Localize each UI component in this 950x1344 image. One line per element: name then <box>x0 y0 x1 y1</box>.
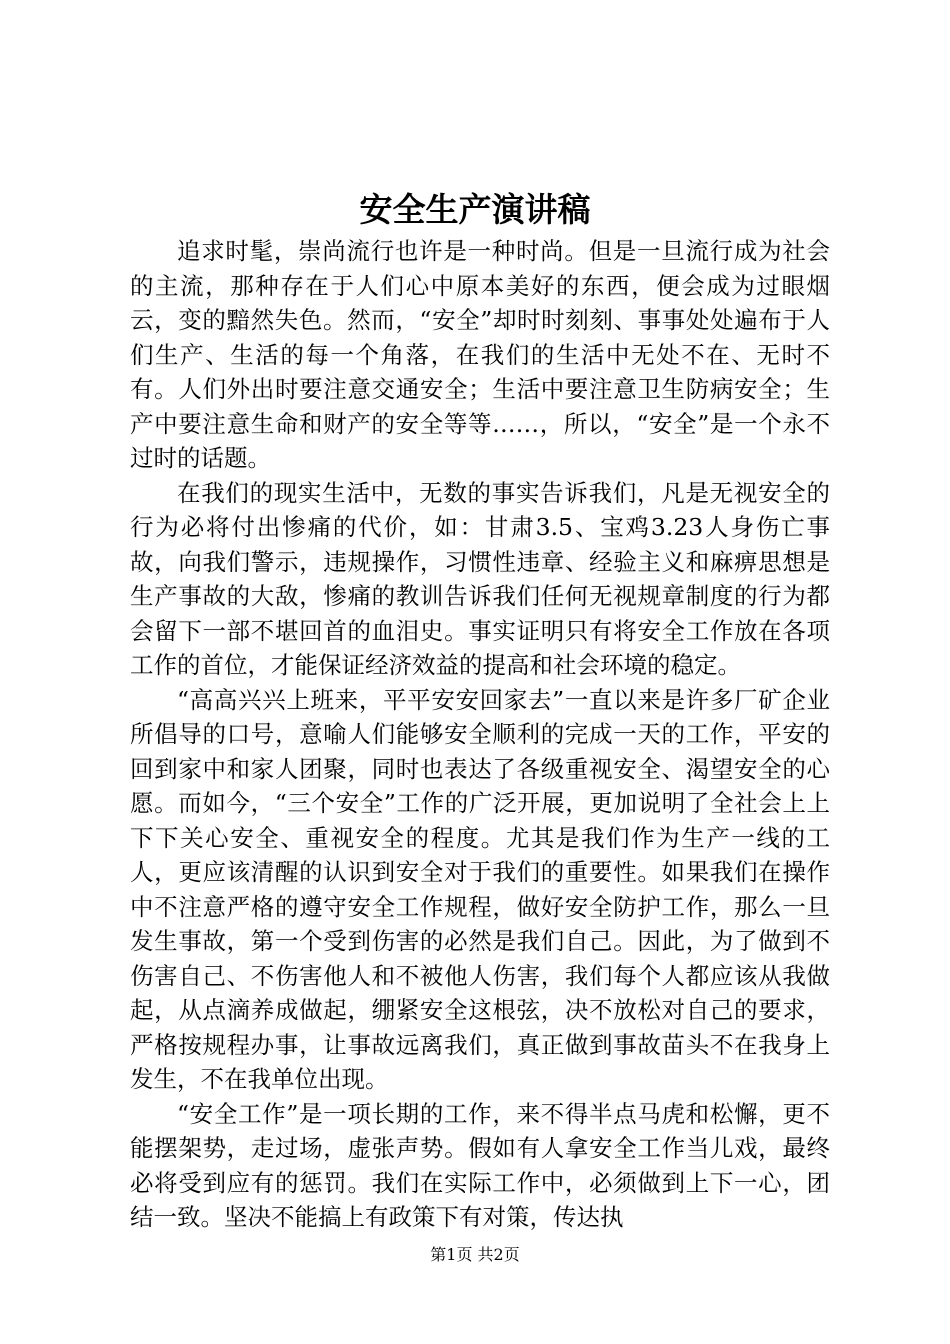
document-body <box>130 234 830 1235</box>
document-title: 安全生产演讲稿 <box>359 190 591 229</box>
page-number-footer: 第1页 共2页 <box>430 1245 520 1264</box>
paragraph-3: “高高兴兴上班来，平平安安回家去”一直以来是许多厂矿企业所倡导的口号，意喻人们能够安全顺利的完成一天的工作，平安的回到家中和家人团聚，同时也表达了各级重视安全、渴望安全的心愿。而如今，“三个安全”工作的广泛开展，更加说明了全社会上上下下关心安全、重视安全的程度。尤其是我们作为生产一线的工人，更应该清醒的认识到安全对于我们的重要性。如果我们在操作中不注意严格的遵守安全工作规程，做好安全防护工作，那么一旦发生事故，第一个受到伤害的必然是我们自己。因此，为了做到不伤害自己、不伤害他人和不被他人伤害，我们每个人都应该从我做起，从点滴养成做起，绷紧安全这根弦，决不放松对自己的要求，严格按规程办事，让事故远离我们，真正做到事故苗头不在我身上发生，不在我单位出现。 <box>130 685 830 1093</box>
paragraph-2: 在我们的现实生活中，无数的事实告诉我们，凡是无视安全的行为必将付出惨痛的代价，如：甘肃3.5、宝鸡3.23人身伤亡事故，向我们警示，违规操作，习惯性违章、经验主义和麻痹思想是生产事故的大敌，惨痛的教训告诉我们任何无视规章制度的行为都会留下一部不堪回首的血泪史。事实证明只有将安全工作放在各项工作的首位，才能保证经济效益的提高和社会环境的稳定。 <box>130 478 830 679</box>
paragraph-1: 追求时髦，崇尚流行也许是一种时尚。但是一旦流行成为社会的主流，那种存在于人们心中原本美好的东西，便会成为过眼烟云，变的黯然失色。然而，“安全”却时时刻刻、事事处处遍布于人们生产、生活的每一个角落，在我们的生活中无处不在、无时不有。人们外出时要注意交通安全；生活中要注意卫生防病安全；生产中要注意生命和财产的安全等等……，所以，“安全”是一个永不过时的话题。 <box>130 237 830 472</box>
paragraph-4: “安全工作”是一项长期的工作，来不得半点马虎和松懈，更不能摆架势，走过场，虚张声势。假如有人拿安全工作当儿戏，最终必将受到应有的惩罚。我们在实际工作中，必须做到上下一心，团结一致。坚决不能搞上有政策下有对策，传达执 <box>130 1099 830 1231</box>
